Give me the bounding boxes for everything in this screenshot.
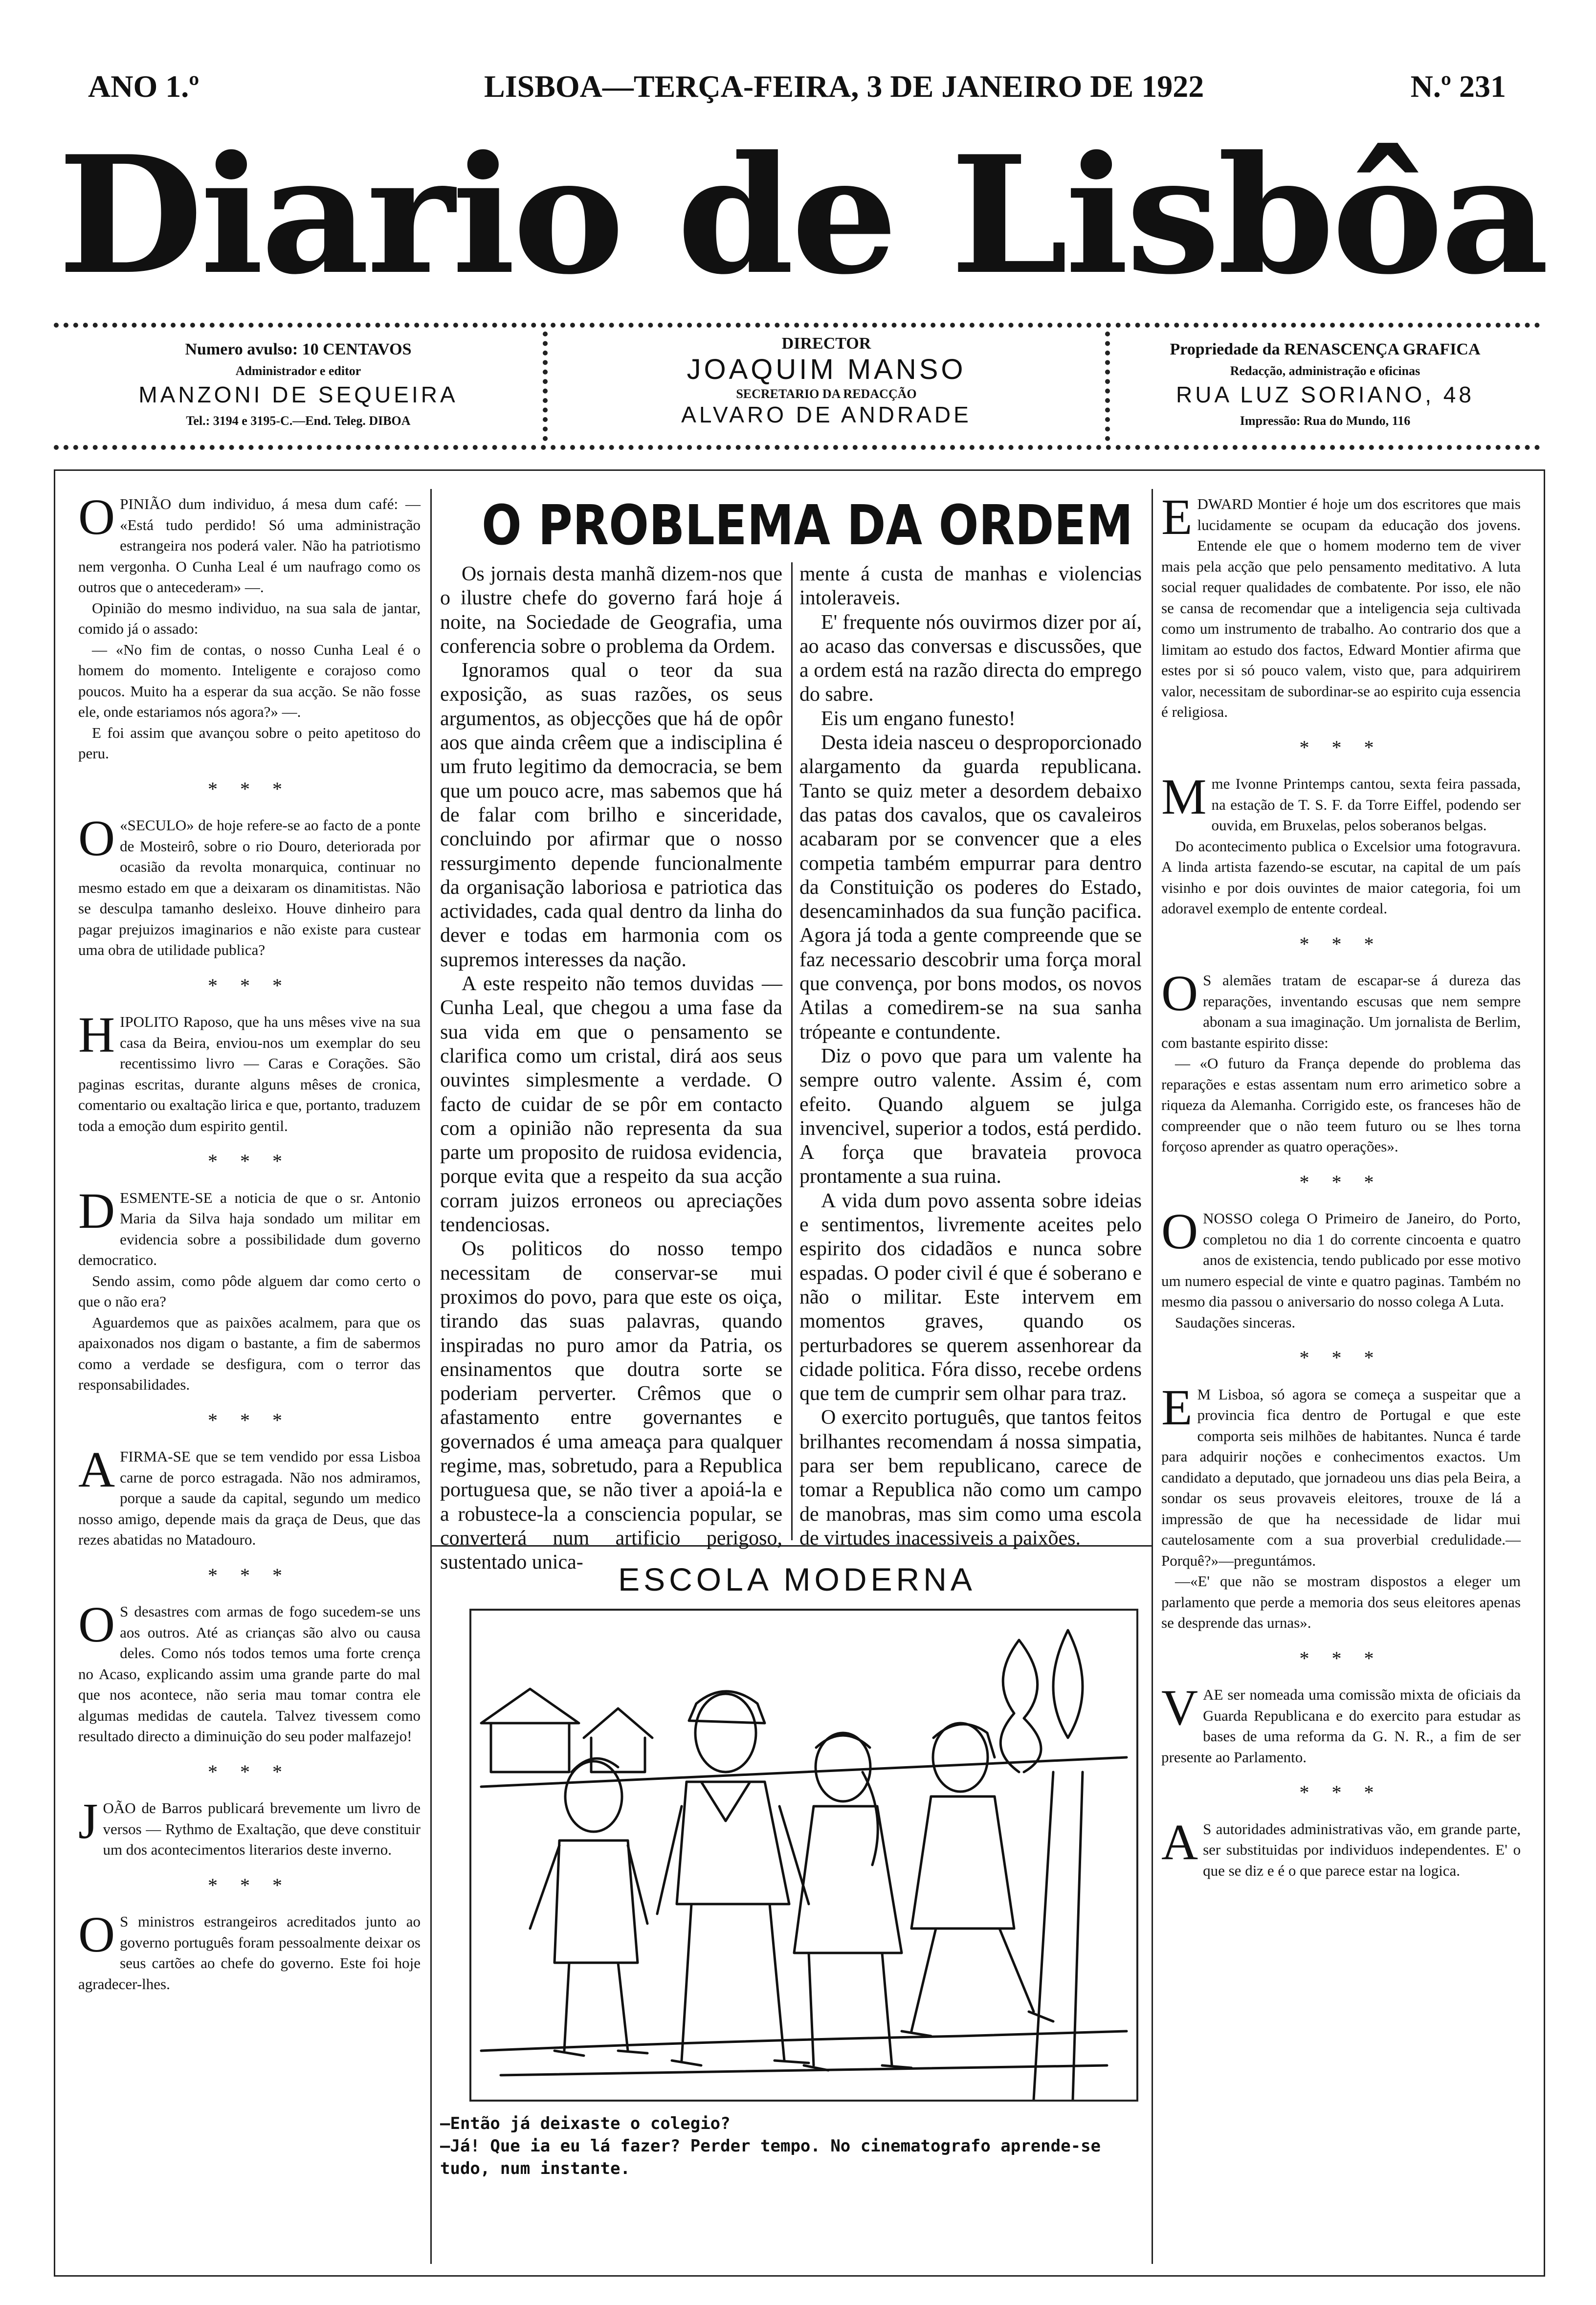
info-left	[73, 328, 523, 445]
brief-paragraph: S alemães tratam de escapar-se á dureza das reparações, inventando escusas que nem sempre abonam a sua imaginação. Um jornalista de Berlim, com bastante espirito disse:	[1161, 972, 1521, 1051]
separator: * * *	[1299, 736, 1383, 758]
info-divider	[1105, 332, 1110, 441]
brief-paragraph: S desastres com armas de fogo sucedem-se uns aos outros. Até as crianças são alvo ou causa deles. Como nós todos temos uma forte crença no Acaso, explicando assim uma grande parte do mal que nos acontece, não seria mau tomar contra ele algumas medidas de cautela. Talvez tivessem como resultado directo a diminuição do seu poder malfazejo!	[78, 1603, 421, 1745]
caption-line: —Já! Que ia eu lá fazer? Perder tempo. No cinematografo aprende-se	[440, 2136, 1101, 2156]
brief-paragraph: Saudações sinceras.	[1175, 1313, 1296, 1331]
separator: * * *	[1299, 1781, 1383, 1803]
brief-item	[78, 1007, 421, 1136]
brief-paragraph: — «O futuro da França depende do problema das reparações e estas assentam num erro arimetico sobre a riqueza da Alemanha. Corrigido este, os franceses hão de compreender que o não teem futuro ou se lhes torna forçoso aprender as quatro operações».	[1161, 1055, 1521, 1155]
top-dateline-row	[78, 68, 1526, 108]
brief-item	[78, 1596, 421, 1747]
drop-cap: A	[1161, 1814, 1198, 1870]
brief-paragraph: S autoridades administrativas vão, em grande parte, ser substituidas por individuos independentes. E' o que se diz e é o que parece estar na logica.	[1203, 1820, 1521, 1879]
brief-paragraph: FIRMA-SE que se tem vendido por essa Lisboa carne de porco estragada. Não nos admiramos, porque a saude da capital, segundo um medico nosso amigo, depende mais da graça de Deus, que das rezes abatidas no Matadouro.	[78, 1448, 421, 1548]
article-paragraph: Os jornais desta manhã dizem-nos que o ilustre chefe do governo fará hoje á noite, na Sociedade de Geografia, uma conferencia sobre o problema da Ordem.	[440, 563, 782, 658]
main-headline: O PROBLEMA DA ORDEM	[482, 494, 1133, 557]
brief-paragraph: «SECULO» de hoje refere-se ao facto de a ponte de Mosteirô, sobre o rio Douro, deteriorada por ocasião da revolta monarquica, continuar no mesmo estado em que a deixaram os dinamitistas. Não se desculpa tamanho desleixo. Houve dinheiro para pagar prejuizos imaginarios e não existe para custear uma obra de utilidade publica?	[78, 817, 421, 958]
article-paragraph: mente á custa de manhas e violencias intoleraveis.	[799, 563, 1142, 610]
telephone: Tel.: 3194 e 3195-C.—End. Teleg. DIBOA	[186, 414, 411, 428]
separator: * * *	[208, 1150, 291, 1172]
drop-cap: O	[78, 489, 115, 545]
brief-paragraph: DWARD Montier é hoje um dos escritores que mais lucidamente se ocupam da educação dos jovens. Entende ele que o homem moderno tem de viver mais pela acção que pelo pensamento meditativo. A luta social requer qualidades de combatente. Por isso, ele não se cansa de recomendar que a inteligencia seja cultivada como um instrumento de trabalho. Ao contrario dos que a limitam ao estudo dos factos, Edward Montier afirma que estes por si só pouco valem, visto que, para adquirirem valor, necessitam de subordinar-se ao espirito cuja essencia é religiosa.	[1161, 495, 1521, 720]
column-rule	[791, 562, 793, 1540]
article-paragraph: Desta ideia nasceu o desproporcionado alargamento da guarda republicana. Tanto se quiz meter a desordem debaixo das patas dos cavalos, que os cavaleiros acabaram por se convencer que a eles competia também empurrar para dentro da Constituição os poderes do Estado, desencaminhados da sua função pacifica. Agora já toda a gente compreende que se faz necessario descobrir uma força moral que convença, por bons modos, os novos Atilas a comedirem-se na sua sanha trópeante e contundente.	[799, 731, 1142, 1043]
separator: * * *	[208, 1760, 291, 1783]
drop-cap: A	[78, 1441, 115, 1498]
brief-item	[1161, 1379, 1521, 1634]
brief-paragraph: E foi assim que avançou sobre o peito apetitoso do peru.	[78, 724, 421, 762]
separator: * * *	[1299, 1347, 1383, 1369]
column-rule	[1152, 489, 1153, 2264]
brief-item	[1161, 489, 1521, 723]
offices: Redacção, administração e oficinas	[1230, 364, 1420, 378]
director-name: JOAQUIM MANSO	[687, 354, 966, 385]
masthead-title: Diario de Lisbôa	[57, 120, 1547, 310]
article-paragraph: E' frequente nós ouvirmos dizer por aí, ao acaso das conversas e discussões, que a ordem está na razão directa do emprego do sabre.	[799, 611, 1142, 706]
left-column	[78, 489, 421, 1995]
brief-paragraph: AE ser nomeada uma comissão mixta de oficiais da Guarda Republicana e do exercito para estudar as bases de uma reforma da G. N. R., a fim de ser presente ao Parlamento.	[1161, 1686, 1521, 1766]
drop-cap: O	[78, 1906, 115, 1963]
secretary-label: SECRETARIO DA REDACÇÃO	[736, 387, 917, 401]
info-bar	[54, 323, 1540, 450]
brief-item	[78, 1906, 421, 1995]
cartoon-drawing	[471, 1611, 1136, 2100]
drop-cap: E	[1161, 489, 1193, 545]
brief-paragraph: — «No fim de contas, o nosso Cunha Leal é o homem do momento. Inteligente e corajoso como poucos. Muito ha a esperar da sua acção. Se não fosse ele, onde estariamos nós agora?» —.	[78, 641, 421, 720]
info-divider	[543, 332, 548, 441]
separator: * * *	[208, 974, 291, 997]
brief-paragraph: NOSSO colega O Primeiro de Janeiro, do Porto, completou no dia 1 do corrente cincoenta e quatro anos de existencia, tendo publicado por esse motivo um numero especial de vinte e quatro paginas. Também no mesmo dia passou o aniversario do nosso colega A Luta.	[1161, 1210, 1521, 1310]
separator: * * *	[208, 1564, 291, 1586]
brief-paragraph: OÃO de Barros publicará brevemente um livro de versos — Rythmo de Exaltação, que deve constituir um dos acontecimentos literarios deste inverno.	[103, 1799, 421, 1858]
drop-cap: O	[1161, 1203, 1198, 1260]
info-right	[1120, 328, 1530, 445]
brief-paragraph: Opinião do mesmo individuo, na sua sala de jantar, comido já o assado:	[78, 599, 421, 637]
brief-paragraph: ESMENTE-SE a noticia de que o sr. Antonio Maria da Silva haja sondado um militar em evidencia sobre a possibilidade dum governo democratico.	[78, 1189, 421, 1268]
main-article-col2	[799, 562, 1142, 1551]
brief-paragraph: Aguardemos que as paixões acalmem, para que os apaixonados nos digam o bastante, a fim de sabermos como a verdade se desfigura, com o terror das responsabilidades.	[78, 1313, 421, 1393]
drop-cap: D	[78, 1182, 115, 1239]
address: RUA LUZ SORIANO, 48	[1176, 382, 1474, 407]
brief-item	[78, 489, 421, 764]
brief-item	[1161, 1680, 1521, 1768]
director-label: DIRECTOR	[781, 334, 871, 353]
column-rule	[430, 489, 432, 2264]
brief-item	[78, 1441, 421, 1551]
caption-line: tudo, num instante.	[440, 2159, 630, 2178]
article-paragraph: A este respeito não temos duvidas —Cunha Leal, que chegou a uma fase da sua vida em que o pensamento se clarifica como um cristal, dirá aos seus ouvintes simplesmente a verdade. O facto de cuidar de se pôr em contacto com a opinião não representa da sua parte um proposito de ruidosa evidencia, porque evita que a respeito da sua acção corram juizos erroneos ou apreciações tendenciosas.	[440, 973, 782, 1237]
separator: * * *	[208, 777, 291, 800]
article-paragraph: A vida dum povo assenta sobre ideias e sentimentos, livremente aceites pelo espirito dos cidadãos e nunca sobre espadas. O poder civil é que é soberano e não o militar. Este intervem em momentos graves, quando os perturbadores se querem assenhorear da cidade politica. Fóra disso, recebe ordens que tem de cumprir sem olhar para traz.	[799, 1189, 1142, 1405]
secretary-name: ALVARO DE ANDRADE	[681, 402, 972, 427]
brief-paragraph: PINIÃO dum individuo, á mesa dum café: — «Está tudo perdido! Só uma administração estrangeira nos poderá valer. Não ha patriotismo nem vergonha. O Cunha Leal é um naufrago como os outros que o antecederam» —.	[78, 495, 421, 596]
right-column	[1161, 489, 1521, 1881]
owner: Propriedade da RENASCENÇA GRAFICA	[1170, 340, 1481, 358]
drop-cap: V	[1161, 1680, 1198, 1736]
brief-item	[78, 1793, 421, 1861]
caption-line: —Então já deixaste o colegio?	[440, 2114, 731, 2133]
drop-cap: J	[78, 1793, 98, 1849]
article-paragraph: Os politicos do nosso tempo necessitam de conservar-se mui proximos do povo, para que este os oiça, tirando das suas palavras, quando inspiradas no puro amor da Patria, os ensinamentos que doutra sorte se poderiam perverter. Crêmos que o afastamento entre governantes e governados é uma ameaça para qualquer regime, mas, sobretudo, para a Republica portuguesa que, se não tiver a apoiá-la e a robustece-la a consciencia popular, se converterá num artificio perigoso, sustentado unica-	[440, 1238, 782, 1574]
separator: * * *	[1299, 1647, 1383, 1669]
brief-item	[78, 810, 421, 961]
brief-paragraph: S ministros estrangeiros acreditados junto ao governo português foram pessoalmente deixar os seus cartões ao chefe do governo. Este foi hoje agradecer-lhes.	[78, 1913, 421, 1993]
drop-cap: H	[78, 1007, 115, 1063]
separator: * * *	[208, 1409, 291, 1431]
brief-paragraph: IPOLITO Raposo, que ha uns mêses vive na sua casa da Beira, enviou-nos um exemplar do seu recentissimo livro — Caras e Corações. São paginas escritas, durante alguns mêses de cronica, comentario ou exaltação lirica e que, portanto, traduzem toda a emoção dum espirito gentil.	[78, 1013, 421, 1134]
brief-paragraph: —«E' que não se mostram dispostos a eleger um parlamento que perde a memoria dos seus eleitores apenas se desprende das urnas».	[1161, 1573, 1521, 1631]
drop-cap: O	[78, 810, 115, 866]
brief-item	[1161, 769, 1521, 919]
brief-paragraph: Do acontecimento publica o Excelsior uma fotogravura. A linda artista fazendo-se escutar, na capital de um país visinho e por dois ouvintes de maior categoria, foi um adoravel exemplo de entente cordeal.	[1161, 837, 1521, 917]
brief-paragraph: Sendo assim, como pôde alguem dar como certo o que o não era?	[78, 1272, 421, 1310]
drop-cap: M	[1161, 769, 1207, 825]
brief-paragraph: me Ivonne Printemps cantou, sexta feira passada, na estação de T. S. F. da Torre Eiffel, podendo ser ouvida, em Bruxelas, pelos soberanos belgas.	[1211, 775, 1521, 834]
printing: Impressão: Rua do Mundo, 116	[1240, 414, 1411, 428]
issue-number: N.º 231	[1410, 69, 1506, 104]
article-paragraph: Eis um engano funesto!	[821, 707, 1016, 730]
brief-item	[1161, 1814, 1521, 1882]
article-paragraph: O exercito português, que tantos feitos brilhantes recomendam á nossa simpatia, para ser bem republicano, carece de tomar a Republica não como um campo de manobras, mas sim como uma escola de virtudes inacessiveis a paixões.	[799, 1406, 1142, 1550]
drop-cap: O	[1161, 965, 1198, 1021]
year-label: ANO 1.º	[88, 69, 200, 104]
info-center	[557, 328, 1095, 445]
brief-paragraph: M Lisboa, só agora se começa a suspeitar que a provincia fica dentro de Portugal e que este comporta seis milhões de habitantes. Nunca é tarde para adquirir noções e conhecimentos exactos. Um candidato a deputado, que jornadeou uns dias pela Beira, a sondar os seus provaveis eleitores, trouxe de lá a impressão de que ha necessidade de lidar mui cautelosamente com a sua proverbial credulidade.—Porquê?»—preguntámos.	[1161, 1385, 1521, 1569]
admin-name: MANZONI DE SEQUEIRA	[138, 382, 458, 407]
cartoon-caption	[440, 2112, 1149, 2180]
article-paragraph: Ignoramos qual o teor da sua exposição, as suas razões, os seus argumentos, as objecções que há de opôr aos que ainda crêem que a indisciplina é um fruto legitimo da democracia, se bem que um pouco acre, mas sabemos que há de falar com brilho e sinceridade, concluindo por afirmar que o nosso ressurgimento depende funcionalmente da organisação laboriosa e patriotica das actividades, cada qual dentro da linha do dever e todas em harmonia com os supremos interesses da nação.	[440, 659, 782, 971]
brief-item	[78, 1182, 421, 1396]
article-paragraph: Diz o povo que para um valente ha sempre outro valente. Assim é, com efeito. Quando alguem se julga invencivel, superior a todos, está perdido. A força que bravateia provoca prontamente a sua ruina.	[799, 1044, 1142, 1188]
dateline: LISBOA—TERÇA-FEIRA, 3 DE JANEIRO DE 1922	[484, 69, 1204, 104]
brief-item	[1161, 1203, 1521, 1333]
cartoon-illustration	[469, 1609, 1138, 2102]
separator: * * *	[208, 1874, 291, 1896]
admin-role: Administrador e editor	[235, 364, 361, 378]
main-article-col1	[440, 562, 782, 1574]
separator: * * *	[1299, 932, 1383, 955]
drop-cap: O	[78, 1596, 115, 1653]
cartoon-title: ESCOLA MODERNA	[618, 1561, 976, 1597]
price: Numero avulso: 10 CENTAVOS	[185, 340, 412, 358]
brief-item	[1161, 965, 1521, 1157]
drop-cap: E	[1161, 1379, 1193, 1436]
separator: * * *	[1299, 1171, 1383, 1193]
